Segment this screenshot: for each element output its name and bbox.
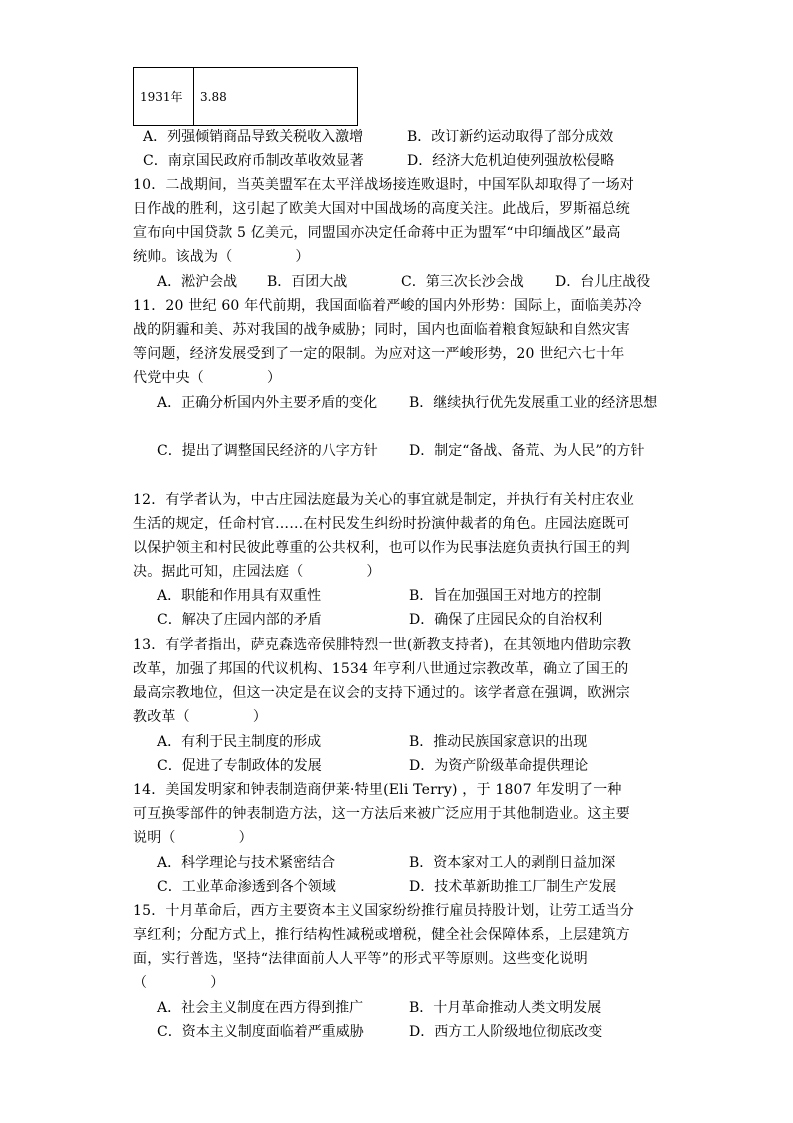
q9-option-b[interactable]: B．改订新约运动取得了部分成效 <box>407 129 614 145</box>
stem-line: 代党中央（ <box>133 370 204 386</box>
stem-line: 10．二战期间，当英美盟军在太平洋战场接连败退时，中国军队却取得了一场对 <box>133 177 635 193</box>
stem-line: 可互换零部件的钟表制造方法，这一方法后来被广泛应用于其他制造业。这主要 <box>133 806 630 822</box>
q9-option-d[interactable]: D．经济大危机迫使列强放松侵略 <box>407 153 615 169</box>
stem-line: 统帅。该战为（ <box>133 249 233 265</box>
q14-option-a[interactable]: A．科学理论与技术紧密结合 <box>157 855 336 871</box>
stem-close: ） <box>210 975 225 991</box>
stem-close: ） <box>238 830 253 846</box>
q10-option-a[interactable]: A．淞沪会战 <box>157 274 238 290</box>
q15-option-c[interactable]: C．资本主义制度面临着严重威胁 <box>157 1024 364 1040</box>
stem-line: （ <box>133 975 148 991</box>
stem-close: ） <box>366 564 381 580</box>
q11-option-d[interactable]: D．制定“备战、备荒、为人民”的方针 <box>409 443 645 459</box>
stem-line: 生活的规定，任命村官……在村民发生纠纷时扮演仲裁者的角色。庄园法庭既可 <box>133 516 630 532</box>
table-cell-value: 3.88 <box>194 68 358 126</box>
stem-line: 宣布向中国贷款 5 亿美元，同盟国亦决定任命蒋中正为盟军“中印缅战区”最高 <box>133 225 621 241</box>
q13-option-c[interactable]: C．促进了专制政体的发展 <box>157 758 322 774</box>
stem-close: ） <box>252 709 268 725</box>
stem-line: 13．有学者指出，萨克森选帝侯腓特烈一世(新教支持者)，在其领地内借助宗教 <box>133 637 632 653</box>
q11-option-c[interactable]: C．提出了调整国民经济的八字方针 <box>157 443 378 459</box>
q13-option-b[interactable]: B．推动民族国家意识的出现 <box>409 734 588 750</box>
stem-line: 12．有学者认为，中古庄园法庭最为关心的事宜就是制定，并执行有关村庄农业 <box>133 492 635 508</box>
q12-option-b[interactable]: B．旨在加强国王对地方的控制 <box>409 588 602 604</box>
stem-line: 说明（ <box>133 830 176 846</box>
table-cell-year: 1931年 <box>134 68 194 126</box>
question-15-stem <box>133 899 673 995</box>
stem-line: 11．20 世纪 60 年代前期，我国面临着严峻的国内外形势：国际上，面临美苏冷 <box>133 298 642 314</box>
stem-line: 14．美国发明家和钟表制造商伊莱·特里(Eli Terry) ，于 1807 年发明了一种 <box>133 782 622 798</box>
stem-close: ） <box>267 370 282 386</box>
question-14-stem <box>133 778 673 850</box>
q14-option-b[interactable]: B．资本家对工人的剥削日益加深 <box>409 855 616 871</box>
stem-line: 最高宗教地位，但这一决定是在议会的支持下通过的。该学者意在强调，欧洲宗 <box>133 685 630 701</box>
question-13-stem <box>133 633 673 729</box>
stem-line: 日作战的胜利，这引起了欧美大国对中国战场的高度关注。此战后，罗斯福总统 <box>133 201 630 217</box>
stem-line: 教改革（ <box>133 709 190 725</box>
q13-option-a[interactable]: A．有利于民主制度的形成 <box>157 734 322 750</box>
table-row <box>134 68 358 126</box>
q11-option-b[interactable]: B．继续执行优先发展重工业的经济思想 <box>409 395 658 411</box>
stem-line: 战的阴霾和美、苏对我国的战争威胁；同时，国内也面临着粮食短缺和自然灾害 <box>133 322 630 338</box>
q13-option-d[interactable]: D．为资产阶级革命提供理论 <box>409 758 589 774</box>
q12-option-d[interactable]: D．确保了庄园民众的自治权利 <box>409 612 603 628</box>
question-10-stem <box>133 173 673 269</box>
q10-option-b[interactable]: B．百团大战 <box>267 274 348 290</box>
data-table <box>133 67 358 126</box>
stem-line: 15．十月革命后，西方主要资本主义国家纷纷推行雇员持股计划，让劳工适当分 <box>133 903 635 919</box>
q12-option-a[interactable]: A．职能和作用具有双重性 <box>157 588 322 604</box>
q10-option-d[interactable]: D．台儿庄战役 <box>555 274 651 290</box>
stem-close: ） <box>295 249 310 265</box>
stem-line: 改革，加强了邦国的代议机构、1534 年亨利八世通过宗教改革，确立了国王的 <box>133 661 629 677</box>
q14-option-c[interactable]: C．工业革命渗透到各个领域 <box>157 879 336 895</box>
q12-option-c[interactable]: C．解决了庄园内部的矛盾 <box>157 612 322 628</box>
q9-option-c[interactable]: C．南京国民政府币制改革收效显著 <box>143 153 364 169</box>
question-12-stem <box>133 488 673 584</box>
stem-line: 等问题，经济发展受到了一定的限制。为应对这一严峻形势，20 世纪六七十年 <box>133 346 625 362</box>
stem-line: 享红利；分配方式上，推行结构性减税或增税，健全社会保障体系，上层建筑方 <box>133 927 630 943</box>
q9-option-a[interactable]: A．列强倾销商品导致关税收入激增 <box>143 129 364 145</box>
q14-option-d[interactable]: D．技术革新助推工厂制生产发展 <box>409 879 617 895</box>
q10-option-c[interactable]: C．第三次长沙会战 <box>401 274 524 290</box>
q15-option-d[interactable]: D．西方工人阶级地位彻底改变 <box>409 1024 603 1040</box>
q11-option-a[interactable]: A．正确分析国内外主要矛盾的变化 <box>157 395 378 411</box>
question-11-stem <box>133 294 673 390</box>
stem-line: 面，实行普选，坚持“法律面前人人平等”的形式平等原则。这些变化说明 <box>133 951 588 967</box>
q15-option-b[interactable]: B．十月革命推动人类文明发展 <box>409 1000 602 1016</box>
stem-line: 决。据此可知，庄园法庭（ <box>133 564 304 580</box>
q15-option-a[interactable]: A．社会主义制度在西方得到推广 <box>157 1000 364 1016</box>
stem-line: 以保护领主和村民彼此尊重的公共权利，也可以作为民事法庭负责执行国王的判 <box>133 540 630 556</box>
